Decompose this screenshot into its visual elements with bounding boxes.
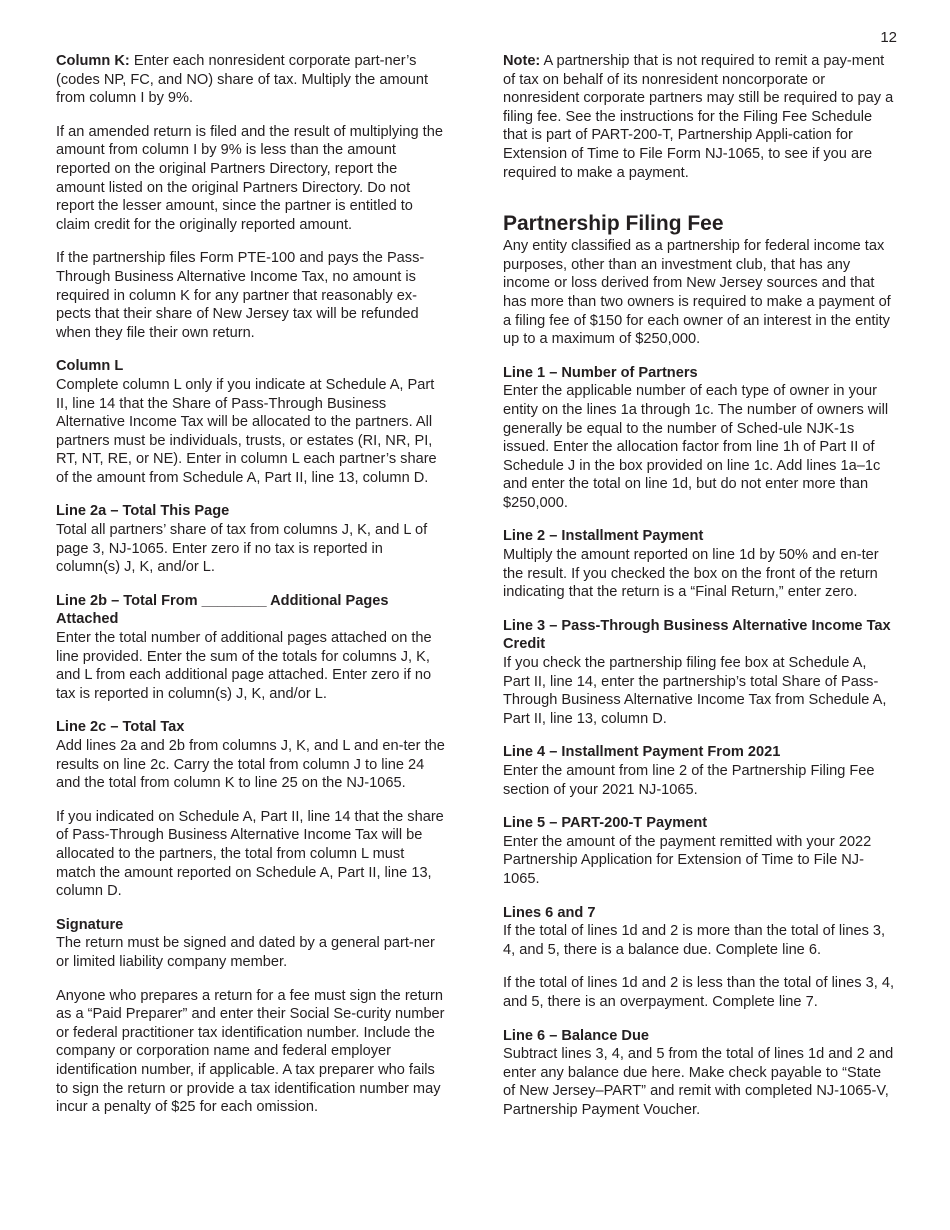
line-3-text: If you check the partnership filing fee box at Schedule A, Part II, line 14, enter the partnership’s total Share of Pass-Through Business Alternative Income Tax from Schedule A, Part II, line 13, column D. (503, 655, 887, 727)
line-6-text: Subtract lines 3, 4, and 5 from the total of lines 1d and 2 and enter any balance due here. Make check payable to “State of New Jersey–PART” and remit with completed NJ-1065-V, Partnership Payment Voucher. (503, 1046, 894, 1118)
line-6-heading: Line 6 – Balance Due (503, 1027, 649, 1044)
column-l-heading: Column L (56, 358, 124, 375)
line-2a-heading: Line 2a – Total This Page (56, 503, 230, 520)
signature-text: The return must be signed and dated by a general part-ner or limited liability company member. (56, 935, 435, 970)
line-2-text: Multiply the amount reported on line 1d by 50% and en-ter the result. If you checked the box on the front of the return indicating that the return is a “Final Return,” enter zero. (503, 547, 879, 601)
line-2a-text: Total all partners’ share of tax from columns J, K, and L of page 3, NJ-1065. Enter zero if no tax is reported in column(s) J, K, and/or L. (56, 522, 428, 576)
line-2c-text: Add lines 2a and 2b from columns J, K, and L and en-ter the results on line 2c. Carry the total from column J to line 24 and the total from column K to line 25 on the NJ-1065. (56, 738, 445, 792)
line-1-heading: Line 1 – Number of Partners (503, 364, 698, 381)
line-3-heading: Line 3 – Pass-Through Business Alternative Income Tax Credit (503, 617, 891, 653)
line-5-section (503, 814, 895, 888)
line-2b-heading: Line 2b – Total From ________ Additional Pages Attached (56, 592, 389, 628)
overpayment-paragraph: If the total of lines 1d and 2 is less than the total of lines 3, 4, and 5, there is an overpayment. Complete line 7. (503, 975, 895, 1010)
line-2c-heading: Line 2c – Total Tax (56, 719, 185, 736)
line-4-section (503, 743, 895, 799)
line-2-section (503, 527, 895, 601)
line-5-heading: Line 5 – PART-200-T Payment (503, 815, 708, 832)
line-1-text: Enter the applicable number of each type of owner in your entity on the lines 1a through 1c. The number of owners will generally be equal to the number of Sched-ule NJK-1s issued. Enter the allocation factor from line 1h of Part II of Schedule J in the box provided on line 1c. Add lines 1a–1c and enter the total on line 1d, but do not enter more than $250,000. (503, 383, 889, 511)
line-2b-text: Enter the total number of additional pages attached on the line provided. Enter the sum of the totals for columns J, K, and L from each additional page attached. Enter zero if no tax is reported in column(s) J, K, and/or L. (56, 630, 432, 702)
note-paragraph (503, 52, 895, 182)
column-k-text: Enter each nonresident corporate part-ner’s (codes NP, FC, and NO) share of tax. Multiply the amount from column I by 9%. (56, 53, 429, 107)
column-l-section (56, 357, 448, 487)
lines-6-7-heading: Lines 6 and 7 (503, 904, 596, 921)
column-k-lead: Column K: (56, 53, 130, 69)
signature-section (56, 916, 448, 972)
left-column (56, 52, 448, 1132)
right-column (503, 52, 895, 1135)
line-2a-section (56, 502, 448, 576)
line-5-text: Enter the amount of the payment remitted with your 2022 Partnership Application for Extension of Time to File NJ-1065. (503, 833, 872, 887)
column-l-text: Complete column L only if you indicate at Schedule A, Part II, line 14 that the Share of Pass-Through Business Alternative Income Tax will be allocated to the partners. All partners must be individuals, trusts, or estates (RI, NR, PI, RT, NT, RE, or NE). Enter in column L each partner’s share of the amount from Schedule A, Part II, line 13, column D. (56, 376, 437, 486)
signature-heading: Signature (56, 916, 124, 933)
column-k-paragraph (56, 52, 448, 108)
line-2-heading: Line 2 – Installment Payment (503, 528, 704, 545)
filing-fee-text: Any entity classified as a partnership for federal income tax purposes, other than an investment club, that has any income or loss derived from New Jersey sources and that has more than two owners is required to make a payment of a filing fee of $150 for each owner of an interest in the entity up to a maximum of $250,000. (503, 238, 891, 348)
line-6-section (503, 1027, 895, 1120)
line-2b-section (56, 592, 448, 704)
line-4-heading: Line 4 – Installment Payment From 2021 (503, 744, 781, 761)
amended-return-paragraph: If an amended return is filed and the result of multiplying the amount from column I by 9% is less than the amount reported on the original Partners Directory, report the amount listed on the original Partners Directory. Do not report the lesser amount, since the partner is entitled to claim credit for the originally reported amount. (56, 123, 443, 233)
lines-6-7-text: If the total of lines 1d and 2 is more than the total of lines 3, 4, and 5, there is a balance due. Complete line 6. (503, 923, 886, 958)
line-2c-section (56, 718, 448, 792)
page-number: 12 (880, 29, 897, 46)
lines-6-7-section (503, 904, 895, 960)
pte-100-paragraph: If the partnership files Form PTE-100 and pays the Pass-Through Business Alternative Income Tax, no amount is required in column K for any partner that reasonably ex-pects that their share of New Jersey tax will be refunded when they file their own return. (56, 250, 425, 341)
line-1-section (503, 364, 895, 513)
line-4-text: Enter the amount from line 2 of the Partnership Filing Fee section of your 2021 NJ-1065. (503, 763, 875, 798)
filing-fee-heading: Partnership Filing Fee (503, 212, 724, 236)
line-3-section (503, 617, 895, 729)
schedule-a-note-paragraph: If you indicated on Schedule A, Part II, line 14 that the share of Pass-Through Business Alternative Income Tax will be allocated to the partners, the total from column L must match the amount reported on Schedule A, Part II, line 13, column D. (56, 808, 444, 900)
note-text: A partnership that is not required to remit a pay-ment of tax on behalf of its nonresident noncorporate or nonresident corporate partners may still be required to pay a filing fee. See the instructions for the Filing Fee Schedule that is part of PART-200-T, Partnership Appli-cation for Extension of Time to File Form NJ-1065, to see if you are required to make a payment. (503, 53, 894, 181)
note-lead: Note: (503, 53, 541, 69)
paid-preparer-paragraph: Anyone who prepares a return for a fee must sign the return as a “Paid Preparer” and enter their Social Se-curity number or federal practitioner tax identification number. Include the company or corporation name and federal employer identification number, if applicable. A tax preparer who fails to sign the return or provide a tax identification number may incur a penalty of $25 for each omission. (56, 987, 445, 1116)
